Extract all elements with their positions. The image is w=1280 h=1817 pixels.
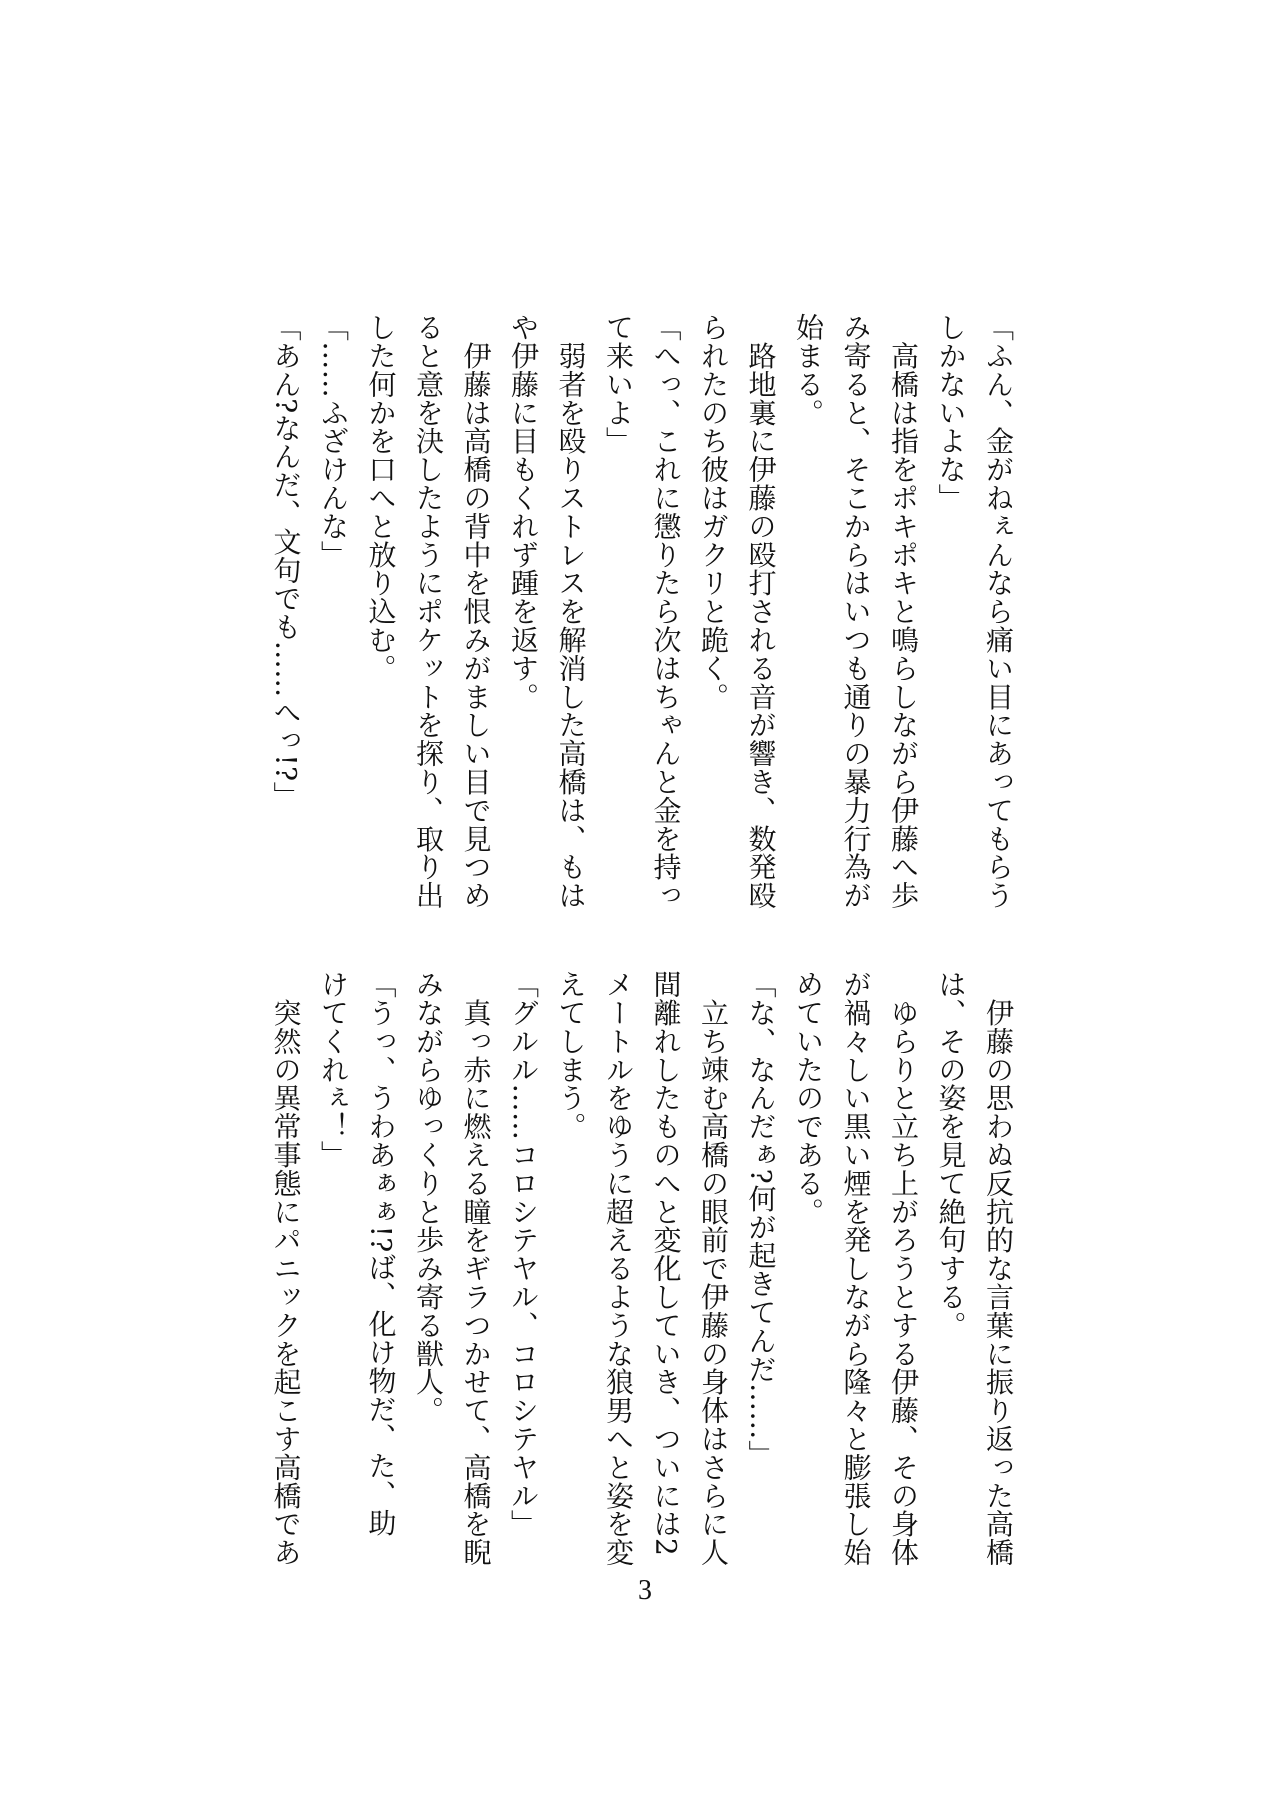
text-column: 「な、なんだぁ?何が起きてんだ……」 <box>744 970 778 1469</box>
text-column: した何かを口へと放り込む。 <box>364 313 398 683</box>
text-column: 「ふん、金がねぇんなら痛い目にあってもらう <box>982 313 1015 910</box>
text-column: 始まる。 <box>792 313 825 427</box>
text-column: や伊藤に目もくれず踵を返す。 <box>507 313 540 711</box>
text-column: 「うっ、うわあぁぁ!?ば、化け物だ、た、助 <box>364 970 398 1537</box>
text-column: 伊藤は高橋の背中を恨みがましい目で見つめ <box>459 313 493 910</box>
text-column: 「へっ、これに懲りたら次はちゃんと金を持っ <box>649 313 683 910</box>
text-column: けてくれぇ！」 <box>317 970 350 1169</box>
text-column: 真っ赤に燃える瞳をギラつかせて、高橋を睨 <box>459 970 493 1567</box>
text-column: て来いよ」 <box>602 313 635 455</box>
text-column: えてしまう。 <box>554 970 588 1141</box>
text-block-bottom <box>262 970 1022 1590</box>
text-column: 伊藤の思わぬ反抗的な言葉に振り返った高橋 <box>982 970 1015 1567</box>
text-column: 弱者を殴りストレスを解消した高橋は、もは <box>554 313 588 910</box>
text-column: 高橋は指をポキポキと鳴らしながら伊藤へ歩 <box>887 313 920 910</box>
text-column: ると意を決したようにポケットを探り、取り出 <box>412 313 445 910</box>
text-column: 間離れしたものへと変化していき、ついには2 <box>649 970 683 1557</box>
text-block-top <box>262 313 1022 933</box>
page-number: 3 <box>638 1575 652 1606</box>
text-column: みながらゆっくりと歩み寄る獣人。 <box>412 970 445 1425</box>
text-column: 「あん?なんだ、文句でも……へっ!?」 <box>269 313 303 810</box>
text-column: は、その姿を見て絶句する。 <box>934 970 968 1340</box>
text-column: しかないよな」 <box>934 313 968 512</box>
text-column: めていたのである。 <box>792 970 825 1226</box>
text-column: み寄ると、そこからはいつも通りの暴力行為が <box>839 313 873 910</box>
text-column: 「グルル……コロシテヤル、コロシテヤル」 <box>507 970 540 1538</box>
text-column: メートルをゆうに超えるような狼男へと姿を変 <box>602 970 635 1567</box>
text-column: 「……ふざけんな」 <box>317 313 350 569</box>
text-column: 路地裏に伊藤の殴打される音が響き、数発殴 <box>744 313 778 910</box>
text-column: が禍々しい黒い煙を発しながら隆々と膨張し始 <box>839 970 873 1567</box>
text-column: ゆらりと立ち上がろうとする伊藤、その身体 <box>887 970 920 1567</box>
text-column: 立ち竦む高橋の眼前で伊藤の身体はさらに人 <box>697 970 730 1567</box>
text-column: 突然の異常事態にパニックを起こす高橋であ <box>269 970 303 1567</box>
text-column: られたのち彼はガクリと跪く。 <box>697 313 730 711</box>
